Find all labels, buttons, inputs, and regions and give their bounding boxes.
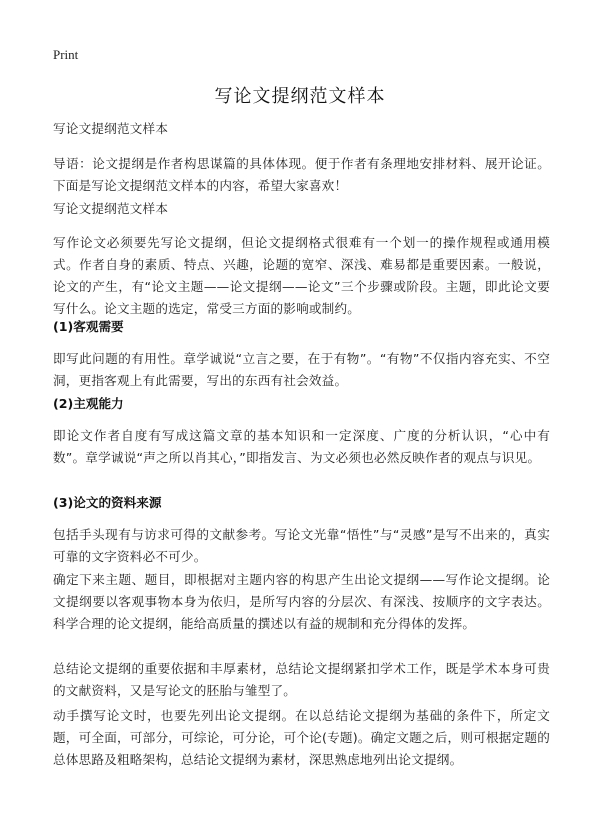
subheading-objective-need: (1)客观需要 bbox=[53, 319, 124, 334]
subheading-sources: (3)论文的资料来源 bbox=[53, 495, 162, 510]
body-paragraph: 即写此问题的有用性。章学诚说“立言之要，在于有物”。“有物”不仅指内容充实、不空洞，更指客观上有此需要，写出的东西有社会效益。 bbox=[53, 351, 550, 388]
subheading-subjective-ability: (2)主观能力 bbox=[53, 396, 124, 411]
section-heading: 写论文提纲范文样本 bbox=[53, 201, 169, 216]
intro-heading: 写论文提纲范文样本 bbox=[53, 121, 169, 136]
body-paragraph: 确定下来主题、题目，即根据对主题内容的构思产生出论文提纲——写作论文提纲。论文提纲要以客观事物本身为依归，是所写内容的分层次、有深浅、按顺序的文字表达。科学合理的论文提纲，能给高质量的撰述以有益的规制和充分得体的发挥。 bbox=[53, 572, 550, 631]
print-link[interactable]: Print bbox=[53, 47, 79, 62]
document-title: 写论文提纲范文样本 bbox=[214, 86, 386, 107]
body-paragraph: 动手撰写论文时，也要先列出论文提纲。在以总结论文提纲为基础的条件下，所定文题，可全面，可部分，可综论，可分论，可个论(专题)。确定文题之后，则可根据定题的总体思路及粗略架构，总结论文提纲为素材，深思熟虑地列出论文提纲。 bbox=[53, 708, 550, 767]
lead-paragraph: 导语：论文提纲是作者构思谋篇的具体体现。便于作者有条理地安排材料、展开论证。下面是写论文提纲范文样本的内容，希望大家喜欢！ bbox=[53, 156, 550, 193]
body-paragraph: 包括手头现有与访求可得的文献参考。写论文光靠“悟性”与“灵感”是写不出来的，真实可靠的文字资料必不可少。 bbox=[53, 527, 550, 564]
body-paragraph: 总结论文提纲的重要依据和丰厚素材，总结论文提纲紧扣学术工作，既是学术本身可贵的文献资料，又是写论文的胚胎与雏型了。 bbox=[53, 661, 550, 698]
body-paragraph: 写作论文必须要先写论文提纲，但论文提纲格式很难有一个划一的操作规程或通用模式。作者自身的素质、特点、兴趣，论题的宽窄、深浅、难易都是重要因素。一般说，论文的产生，有“论文主题——论文提纲——论文”三个步骤或阶段。主题，即此论文要写什么。论文主题的选定，常受三方面的影响或制约。 bbox=[53, 235, 550, 316]
body-paragraph: 即论文作者自度有写成这篇文章的基本知识和一定深度、广度的分析认识，“心中有数”。章学诚说“声之所以肖其心，”即指发言、为文必须也必然反映作者的观点与识见。 bbox=[53, 428, 550, 465]
